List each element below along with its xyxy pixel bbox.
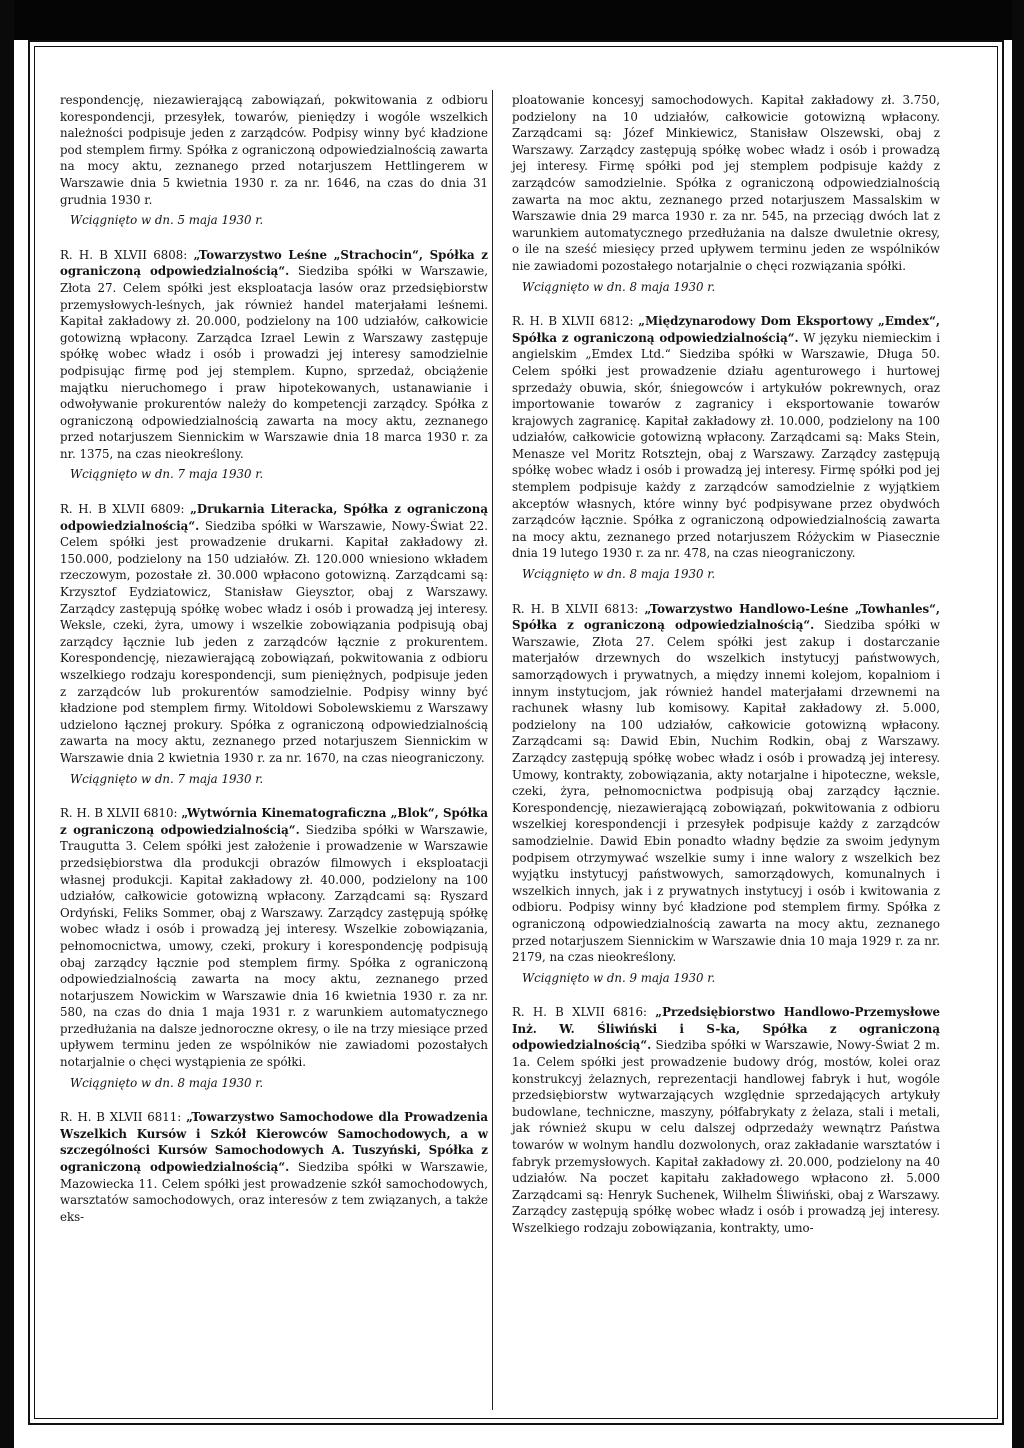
scan-border-right <box>1012 0 1024 1448</box>
left-column <box>60 92 488 1243</box>
registry-entry <box>60 501 488 787</box>
entry-date: Wciągnięto w dn. 8 maja 1930 r. <box>522 279 716 294</box>
continued-entry <box>512 92 940 295</box>
company-name: „Międzynarodowy Dom Eksportowy „Emdex“, Spółka z ograniczoną odpowiedzialnością“. <box>512 314 940 345</box>
company-name: „Przedsiębiorstwo Handlowo-Przemysłowe Inż. W. Śliwiński i S-ka, Spółka z ograniczoną odpowiedzialnością“. <box>512 1005 941 1053</box>
entry-date: Wciągnięto w dn. 5 maja 1930 r. <box>70 213 264 228</box>
entry-ref: R. H. B XLVII 6809: <box>60 502 185 517</box>
entry-date: Wciągnięto w dn. 8 maja 1930 r. <box>70 1075 264 1090</box>
entry-body: Siedziba spółki w Warszawie, Złota 27. Celem spółki jest zakup i dostarczanie materjałów drzewnych do wszelkich instytucyj państwowych, samorządowych i prywatnych, a między innemi kolejom, kopalniom i innym instytucjom, jak również handel materjałami drzewnemi na rachunek własny lub komisowy. Kapitał zakładowy zł. 5.000, podzielony na 100 udziałów, całkowicie gotowizną wpłacony. Zarządcami są: Dawid Ebin, Nuchim Rodkin, obaj z Warszawy. Zarządcy zastępują spółkę wobec władz i osób i prowadzą jej interesy. Umowy, kontrakty, zobowiązania, akty notarjalne i hipoteczne, weksle, czeki, żyra, pełnomocnictwa podpisują obaj zarządcy łącznie. Korespondencję, niezawierającą zobowiązań, pokwitowania z odbioru wszelkiej korespondencji i przesyłek podpisuje każdy z zarządców samodzielnie. Dawid Ebin ponadto władny będzie za swoim jedynym podpisem otrzymywać wszelkie sumy i inne walory z wszelkich bez wyjątku instytucyj państwowych, samorządowych, komunalnych i wszelkich innych, jak i z prywatnych instytucyj i osób i kwitowania z odbioru. Podpisy winny być kładzione pod stemplem firmy. Spółka z ograniczoną odpowiedzialnością zawarta na mocy aktu, zeznanego przed notarjuszem Siennickim w Warszawie dnia 10 maja 1929 r. za nr. 2179, na czas nieokreślony. <box>512 618 940 965</box>
entry-ref: R. H. B XLVII 6811: <box>60 1110 182 1125</box>
scan-border-left <box>0 0 14 1448</box>
entry-ref: R. H. B XLVII 6812: <box>512 314 634 329</box>
entry-body: ploatowanie koncesyj samochodowych. Kapitał zakładowy zł. 3.750, podzielony na 10 udziałów, całkowicie gotowizną wpłacony. Zarządcami są: Józef Minkiewicz, Stanisław Olszewski, obaj z Warszawy. Zarządcy zastępują spółkę wobec władz i osób i prowadzą jej interesy. Firmę spółki pod jej stemplem podpisuje każdy z zarządców samodzielnie. Spółka z ograniczoną odpowiedzialnością zawarta na moc aktu, zeznanego przed notarjuszem Massalskim w Warszawie dnia 29 marca 1930 r. za nr. 545, na przeciąg dwóch lat z warunkiem automatycznego przedłużania na dalsze dwuletnie okresy, o ile na sześć miesięcy przed upływem terminu jeden ze wspólników nie zawiadomi pozostałego notarjalnie o chęci rozwiązania spółki. <box>512 93 940 273</box>
continued-entry <box>60 92 488 229</box>
entry-ref: R. H. B XLVII 6810: <box>60 806 178 821</box>
registry-entry <box>512 1004 940 1236</box>
entry-date: Wciągnięto w dn. 9 maja 1930 r. <box>522 970 716 985</box>
entry-date: Wciągnięto w dn. 7 maja 1930 r. <box>70 771 264 786</box>
company-name: „Drukarnia Literacka, Spółka z ograniczoną odpowiedzialnością“. <box>60 502 488 533</box>
registry-entry <box>512 313 940 583</box>
company-name: „Wytwórnia Kinematograficzna „Blok“, Spółka z ograniczoną odpowiedzialnością“. <box>60 806 488 837</box>
entry-body: respondencję, niezawierającą zabowiązań, pokwitowania z odbioru korespondencji, przesyłek, towarów, pieniędzy i wogóle wszelkich należności podpisuje jeden z zarządców. Podpisy winny być kładzione pod stemplem firmy. Spółka z ograniczoną odpowiedzialnością zawarta na mocy aktu, zeznanego przed notarjuszem Hettlingerem w Warszawie dnia 5 kwietnia 1930 r. za nr. 1646, na czas do dnia 31 grudnia 1930 r. <box>60 93 488 207</box>
right-column <box>512 92 940 1255</box>
entry-ref: R. H. B XLVII 6813: <box>512 601 639 616</box>
company-name: „Towarzystwo Leśne „Strachocin“, Spółka z ograniczoną odpowiedzialnością“. <box>60 247 488 279</box>
column-divider <box>492 90 493 1410</box>
registry-entry <box>60 805 488 1091</box>
entry-ref: R. H. B XLVII 6816: <box>512 1005 648 1020</box>
entry-ref: R. H. B XLVII 6808: <box>60 247 188 262</box>
registry-entry <box>60 247 488 483</box>
scan-border-top <box>0 0 1024 40</box>
company-name: „Towarzystwo Handlowo-Leśne „Towhanles“, Spółka z ograniczoną odpowiedzialnością“. <box>512 601 940 633</box>
entry-date: Wciągnięto w dn. 7 maja 1930 r. <box>70 467 264 482</box>
entry-date: Wciągnięto w dn. 8 maja 1930 r. <box>522 567 716 582</box>
registry-entry <box>60 1109 488 1225</box>
entry-body: Siedziba spółki w Warszawie, Traugutta 3. Celem spółki jest założenie i prowadzenie w Warszawie przedsiębiorstwa dla produkcji obrazów filmowych i eksploatacji własnej produkcji. Kapitał zakładowy zł. 40.000, podzielony na 100 udziałów, całkowicie gotowizną wpłacony. Zarządcami są: Ryszard Ordyński, Feliks Sommer, obaj z Warszawy. Zarządcy zastępują spółkę wobec władz i osób i prowadzą jej interesy. Wszelkie zobowiązania, pełnomocnictwa, umowy, czeki, prokury i korespondencję podpisują obaj zarządcy łącznie pod stemplem firmy. Spółka z ograniczoną odpowiedzialnością zawarta na mocy aktu, zeznanego przed notarjuszem Nowickim w Warszawie dnia 16 kwietnia 1930 r. za nr. 580, na czas do dnia 1 maja 1931 r. z warunkiem automatycznego przedłużania na dalsze jednoroczne okresy, o ile na trzy miesiące przed upływem terminu jeden ze wspólników nie zawiadomi pozostałych notarjalnie o chęci wystąpienia ze spółki. <box>60 822 489 1070</box>
entry-body: Siedziba spółki w Warszawie, Mazowiecka 11. Celem spółki jest prowadzenie szkół samochodowych, warsztatów samochodowych, oraz interesów z tem związanych, a także eks- <box>60 1160 488 1224</box>
entry-body: Siedziba spółki w Warszawie, Nowy-Świat 2 m. 1a. Celem spółki jest prowadzenie budowy dróg, mostów, kolei oraz konstrukcyj żelaznych, reprezentacji handlowej fabryk i hut, wogóle przedsiębiorstw wytwarzających względnie sprzedających artykuły budowlane, techniczne, maszyny, półfabrykaty z żelaza, stali i metali, jak również skupu w celu dalszej odprzedaży wewnątrz Państwa towarów w wolnym handlu dozwolonych, oraz zakładanie warsztatów i fabryk przemysłowych. Kapitał zakładowy zł. 20.000, podzielony na 40 udziałów. Na poczet kapitału zakładowego wpłacono zł. 5.000 Zarządcami są: Henryk Suchenek, Wilhelm Śliwiński, obaj z Warszawy. Zarządcy zastępują spółkę wobec władz i osób i prowadzą jej interesy. Wszelkiego rodzaju zobowiązania, kontrakty, umo- <box>512 1038 941 1235</box>
entry-body: Siedziba spółki w Warszawie, Nowy-Świat 22. Celem spółki jest prowadzenie drukarni. Kapitał zakładowy zł. 150.000, podzielony na 150 udziałów. Zł. 120.000 wniesiono wkładem rzeczowym, pozostałe zł. 30.000 wpłacono gotowizną. Zarządcami są: Krzysztof Eydziatowicz, Stanisław Gieysztor, obaj z Warszawy. Zarządcy zastępują spółkę wobec władz i osób i prowadzą jej interesy. Weksle, czeki, żyra, umowy i wszelkie zobowiązania podpisują obaj zarządcy łącznie lub jeden z zarządców łącznie z prokurentem. Korespondencję, niezawierającą zobowiązań, pokwitowania z odbioru wszelkiego rodzaju korespondencji, sum pieniężnych, podpisuje jeden z zarządców lub prokurentów samodzielnie. Podpisy winny być kładzione pod stemplem firmy. Witoldowi Sobolewskiemu z Warszawy udzielono łącznej prokury. Spółka z ograniczoną odpowiedzialnością zawarta na mocy aktu, zeznanego przed notarjuszem Siennickim w Warszawie dnia 2 kwietnia 1930 r. za nr. 1670, na czas nieograniczony. <box>60 518 488 765</box>
entry-body: Siedziba spółki w Warszawie, Złota 27. Celem spółki jest eksploatacja lasów oraz przedsiębiorstw przemysłowych-leśnych, jak również handel materjałami leśnemi. Kapitał zakładowy zł. 20.000, podzielony na 100 udziałów, całkowicie gotowizną wpłacony. Zarządca Izrael Lewin z Warszawy zastępuje spółkę wobec władz i osób i prowadzi jej interesy samodzielnie podpisując firmę pod jej stemplem. Kupno, sprzedaż, obciążenie majątku nieruchomego i praw hipotekowanych, ustanawianie i odwoływanie prokurentów należy do kompetencji zarządcy. Spółka z ograniczoną odpowiedzialnością zawarta na mocy aktu, zeznanego przed notarjuszem Siennickim w Warszawie dnia 18 marca 1930 r. za nr. 1375, na czas nieokreślony. <box>60 264 488 461</box>
company-name: „Towarzystwo Samochodowe dla Prowadzenia Wszelkich Kursów i Szkół Kierowców Samochodowych, a w szczególności Kursów Samochodowych A. Tuszyński, Spółka z ograniczoną odpowiedzialnością“. <box>60 1110 489 1175</box>
entry-body: W języku niemieckim i angielskim „Emdex Ltd.“ Siedziba spółki w Warszawie, Długa 50. Celem spółki jest prowadzenie działu agenturowego i hurtowej sprzedaży obuwia, skór, śniegowców i artykułów pokrewnych, oraz importowanie towarów z zagranicy i eksportowanie towarów krajowych zagranicę. Kapitał zakładowy zł. 10.000, podzielony na 100 udziałów, całkowicie gotowizną wpłacony. Zarządcami są: Maks Stein, Menasze vel Moritz Rotsztejn, obaj z Warszawy. Zarządcy zastępują spółkę wobec władz i osób i prowadzą jej interesy. Firmę spółki pod jej stemplem podpisuje każdy z zarządców samodzielnie z wyjątkiem akceptów własnych, które winny być podpisywane przez obydwóch zarządców łącznie. Spółka z ograniczoną odpowiedzialnością zawarta na mocy aktu, zeznanego przed notarjuszem Różyckim w Piasecznie dnia 19 lutego 1930 r. za nr. 478, na czas nieograniczony. <box>512 330 940 561</box>
registry-entry <box>512 601 940 987</box>
